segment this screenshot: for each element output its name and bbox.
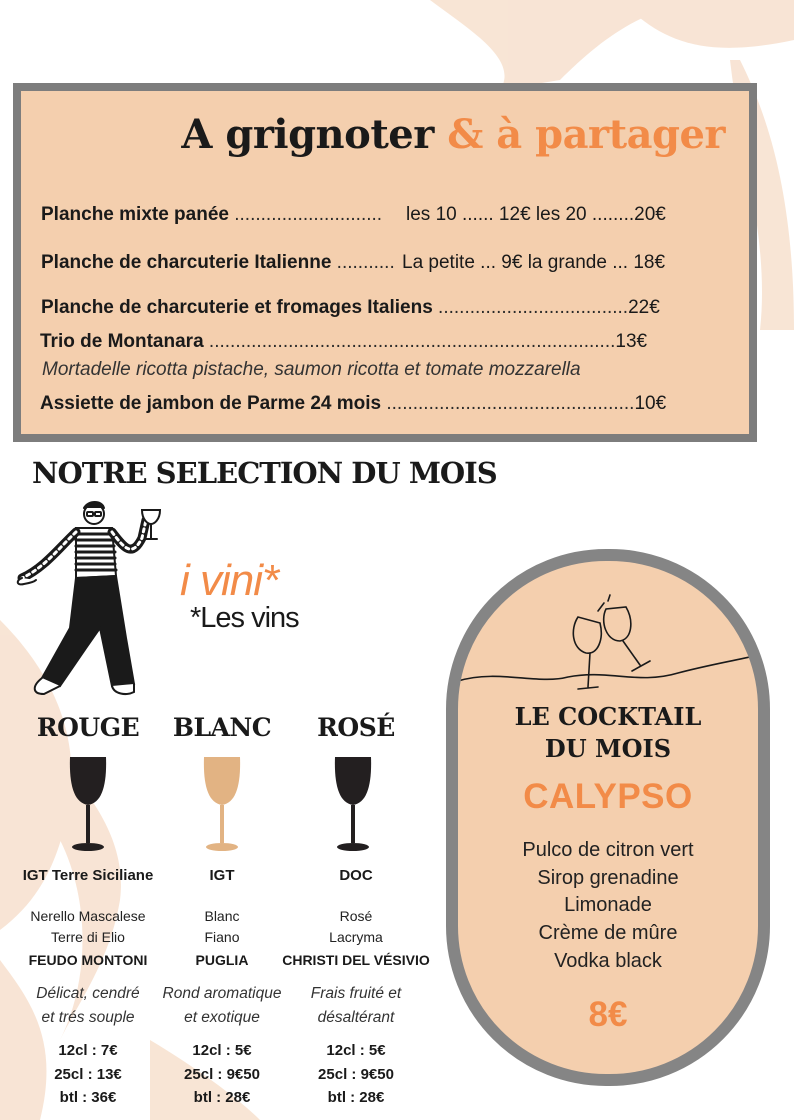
menu-item [41,252,395,274]
menu-item [40,331,647,353]
wine-price-bottle: btl : 36€ [59,1089,117,1106]
item-price: 13€ [615,331,648,352]
item-price: 10€ [634,393,667,414]
wine-name: Fiano [204,929,240,945]
item-leader: ............................ [228,204,383,225]
item-name: Planche mixte panée [41,204,229,225]
wine-grape: Rosé [339,908,373,924]
item-description: Mortadelle ricotta pistache, saumon ricotta et tomate mozzarella [42,359,581,380]
item-price-detail: La petite ... 9€ la grande ... 18€ [402,252,666,273]
wine-tasting-note [13,982,163,1030]
snack-section-title [181,111,725,158]
snack-menu-panel [13,83,757,442]
item-price-detail: les 10 ...... 12€ les 20 ........20€ [406,204,666,225]
white-wine-glass-icon [200,755,244,855]
item-leader: ........... [331,252,395,273]
tasting-line: Délicat, cendré [36,985,140,1002]
wine-appellation: IGT [209,867,235,884]
selection-title: NOTRE SELECTION DU MOIS [32,456,497,490]
cocktail-price: 8€ [588,995,628,1034]
wine-price-carafe: 25cl : 13€ [54,1066,122,1083]
cocktail-ingredient: Crème de mûre [538,922,678,944]
menu-item [41,204,382,226]
wine-name: Terre di Elio [51,929,125,945]
item-name: Planche de charcuterie Italienne [41,252,332,273]
wine-producer: PUGLIA [195,952,249,968]
item-price: 22€ [628,297,660,318]
menu-item [40,393,666,415]
wine-category: BLANC [172,713,272,742]
cocktail-panel [446,549,770,1086]
menu-item [41,297,660,319]
cocktail-ingredient: Sirop grenadine [537,867,679,889]
wine-price-glass: 12cl : 5€ [192,1042,252,1059]
red-wine-glass-icon [66,755,110,855]
wine-price-bottle: btl : 28€ [327,1089,385,1106]
cocktail-title-line: DU MOIS [544,734,672,763]
clinking-glasses-icon [458,589,758,699]
wine-name: Lacryma [329,929,383,945]
wine-grape: Nerello Mascalese [30,908,146,924]
wine-category: ROSÉ [317,713,395,742]
wine-producer: CHRISTI DEL VÉSIVIO [282,952,430,968]
item-leader: ............................................................................. [203,331,616,352]
tasting-line: désaltérant [317,1009,395,1026]
waiter-illustration [14,498,164,702]
cocktail-title-line: LE COCKTAIL [514,702,702,731]
wine-appellation: DOC [339,867,373,884]
wine-column-rouge [13,713,163,1113]
wine-producer: FEUDO MONTONI [28,952,148,968]
vini-translation: *Les vins [190,602,299,634]
wine-price-bottle: btl : 28€ [193,1089,251,1106]
wine-price-carafe: 25cl : 9€50 [184,1066,260,1083]
rose-wine-glass-icon [331,755,375,855]
wine-price-glass: 12cl : 5€ [326,1042,386,1059]
item-name: Assiette de jambon de Parme 24 mois [40,393,382,414]
vini-heading: i vini* [180,556,279,605]
item-leader: .................................... [432,297,629,318]
snack-title-main: A grignoter [181,111,434,158]
wine-tasting-note [271,982,441,1030]
snack-title-accent: & à partager [447,111,725,158]
wine-appellation: IGT Terre Siciliane [22,867,154,884]
tasting-line: et exotique [184,1009,260,1026]
tasting-line: et trés souple [41,1009,135,1026]
tasting-line: Rond aromatique [162,985,282,1002]
item-name: Planche de charcuterie et fromages Italiens [41,297,433,318]
wine-price-carafe: 25cl : 9€50 [318,1066,394,1083]
tasting-line: Frais fruité et [310,985,402,1002]
item-name: Trio de Montanara [40,331,204,352]
wine-column-rose [271,713,441,1113]
wine-price-glass: 12cl : 7€ [58,1042,118,1059]
wine-grape: Blanc [204,908,240,924]
item-leader: ............................................... [381,393,635,414]
cocktail-name: CALYPSO [523,777,693,816]
cocktail-ingredient: Limonade [564,894,652,916]
cocktail-title [458,701,758,765]
cocktail-ingredient: Vodka black [554,950,662,972]
wine-category: ROUGE [36,713,140,742]
cocktail-ingredient: Pulco de citron vert [522,839,694,861]
